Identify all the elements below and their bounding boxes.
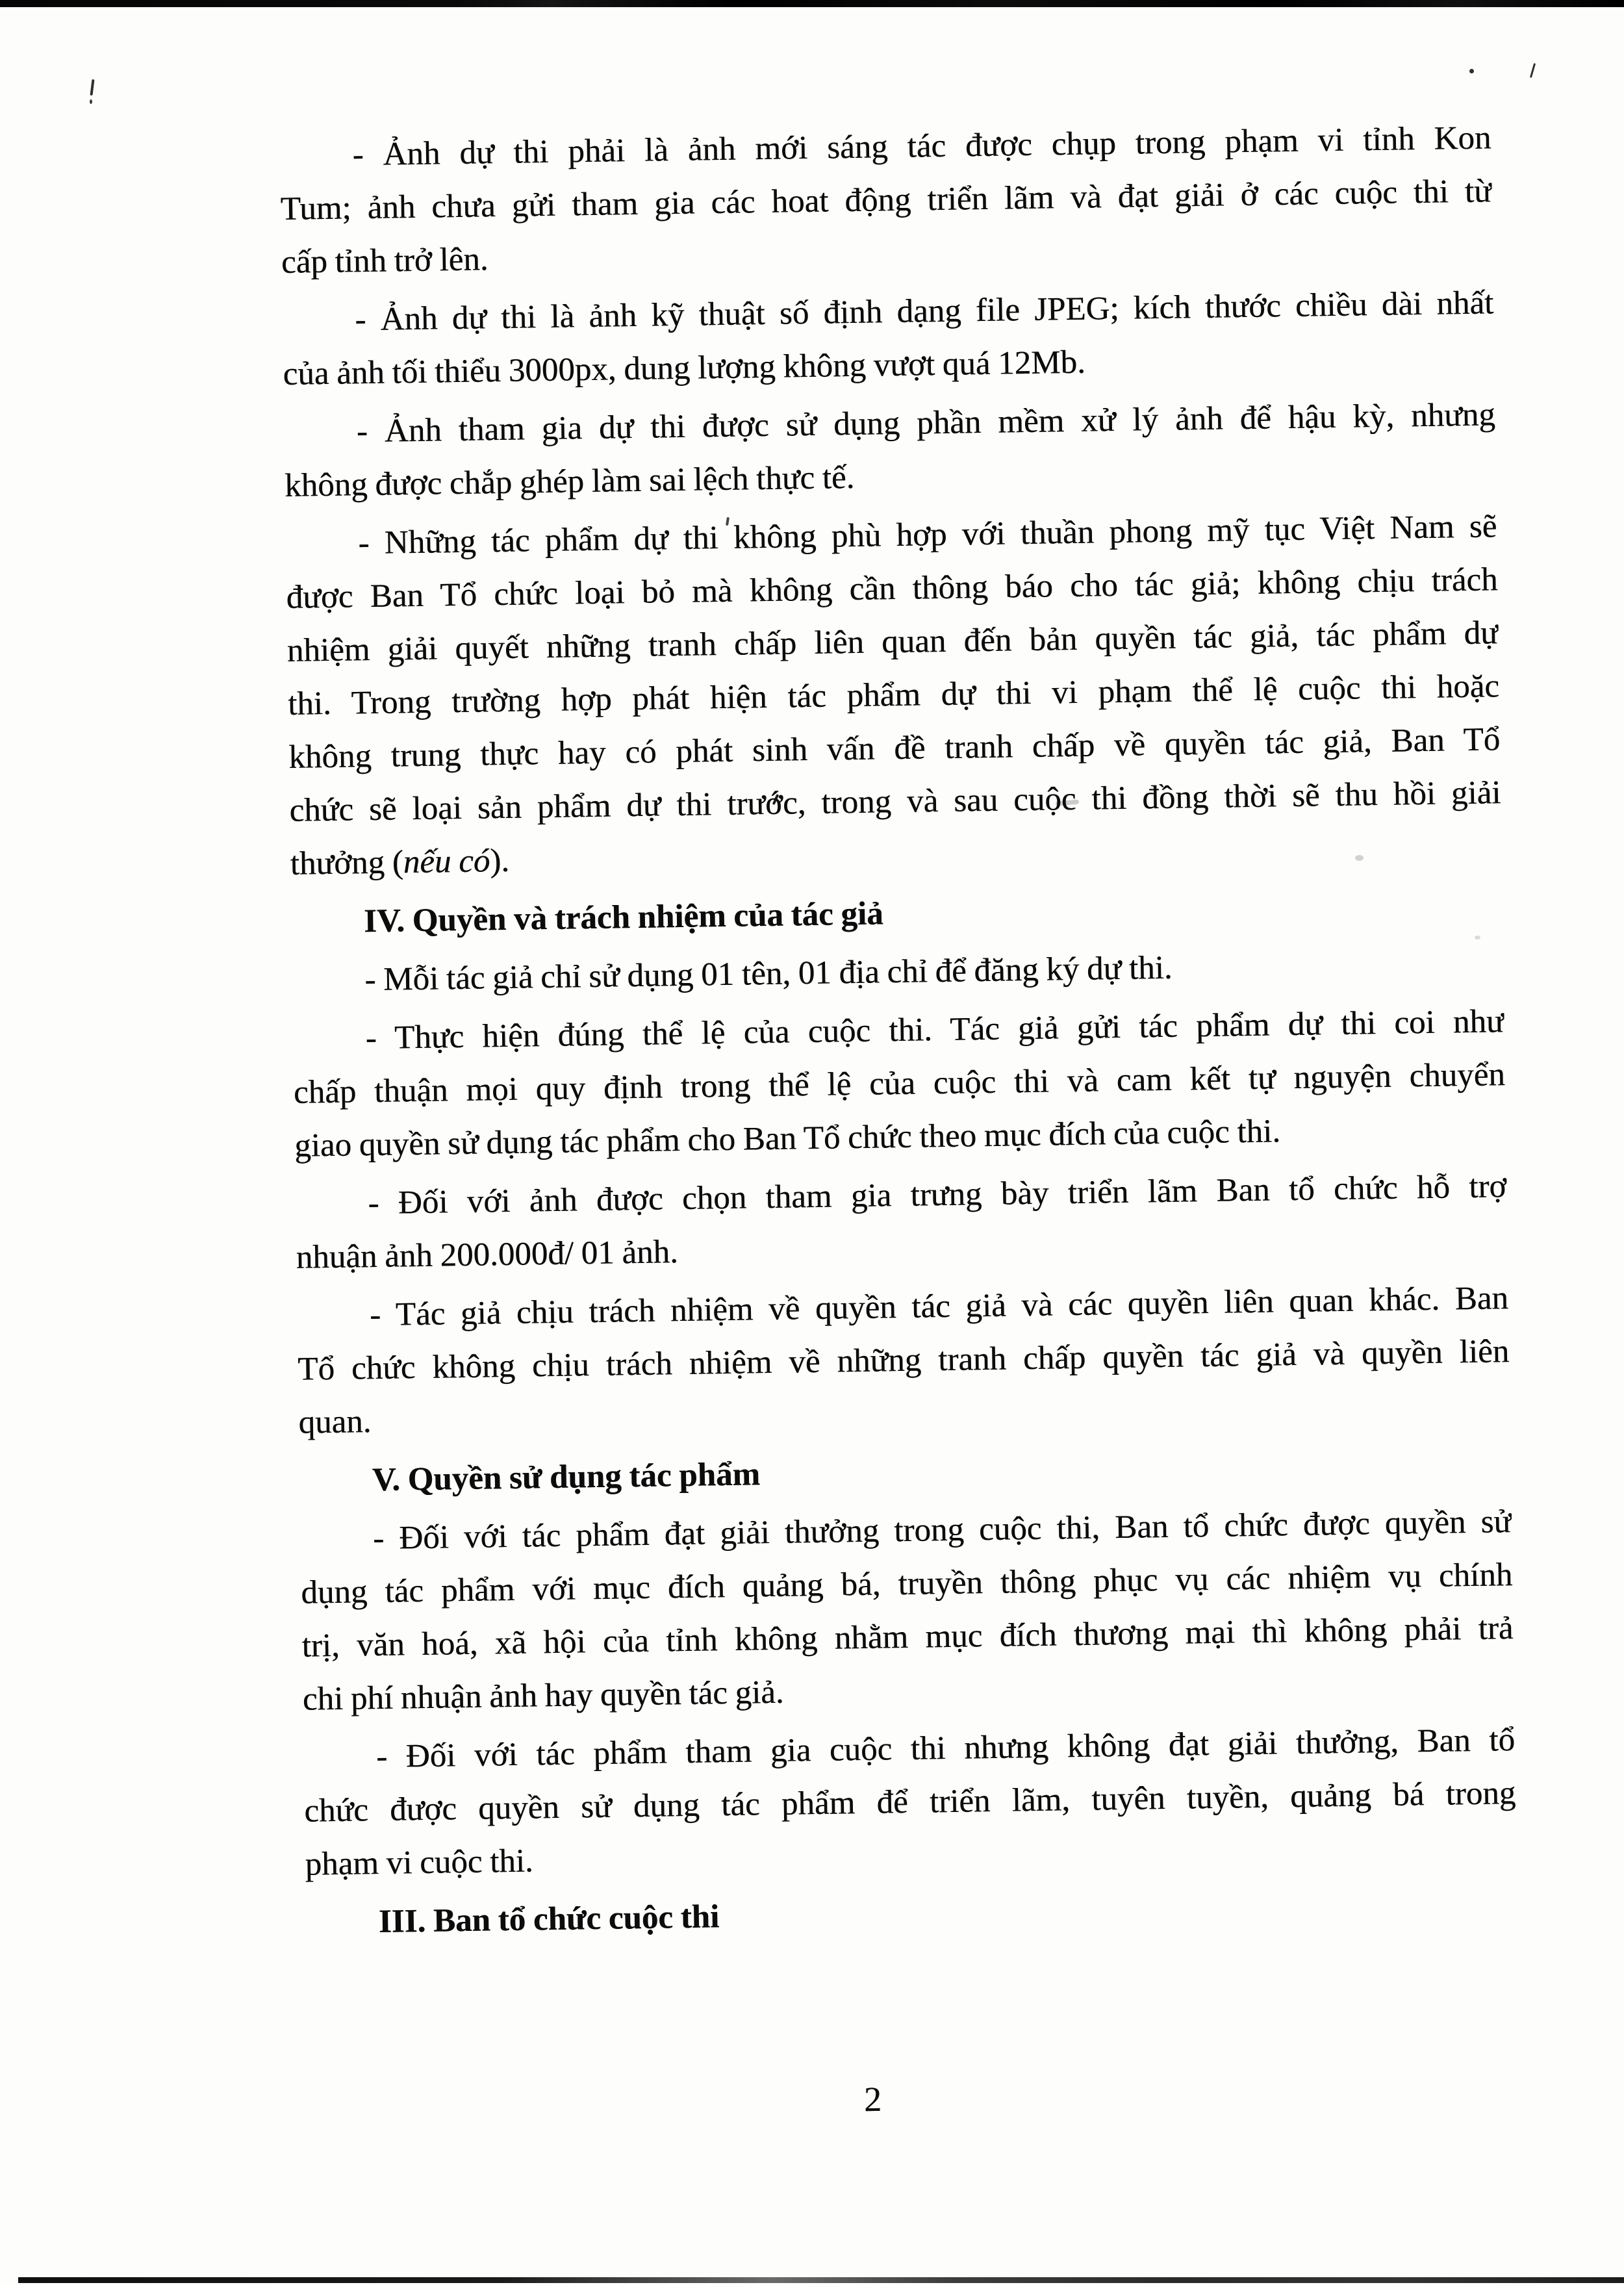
text-line: nhiệm giải quyết những tranh chấp liên quan đến bản quyền tác giả, tác phẩm dự [286,615,1499,669]
text-line: giao quyền sử dụng tác phẩm cho Ban Tổ chức theo mục đích của cuộc thi. [294,1113,1281,1164]
section-heading [305,1878,1517,1950]
text-line: - Tác giả chịu trách nhiệm về quyền tác giả và các quyền liên quan khác. Ban [369,1280,1509,1334]
scan-edge-bar-bottom [18,2277,1624,2283]
document-body [279,111,1517,1954]
paragraph [295,1160,1508,1284]
text-line: IV. Quyền và trách nhiệm của tác giả [363,895,883,940]
text-line: chức sẽ loại sản phẩm dự thi trước, trong và sau cuộc thi đồng thời sẽ thu hồi giải [289,774,1501,829]
scan-speck [90,99,92,104]
text-line: - Những tác phẩm dự thi không phù hợp với thuần phong mỹ tục Việt Nam sẽ [358,508,1497,562]
paragraph [279,111,1493,289]
text-line: trị, văn hoá, xã hội của tỉnh không nhằm mục đích thương mại thì không phải trả [301,1610,1514,1665]
text-line: không được chắp ghép làm sai lệch thực tế. [284,459,855,504]
text-line: phạm vi cuộc thi. [305,1843,534,1883]
text-line: - Ảnh dự thi phải là ảnh mới sáng tác được chụp trong phạm vi tỉnh Kon [352,120,1491,173]
text-line: nhuận ảnh 200.000đ/ 01 ảnh. [296,1234,679,1276]
text-line: cấp tỉnh trở lên. [281,241,488,281]
scan-speck [1469,69,1474,73]
text-line: - Đối với ảnh được chọn tham gia trưng bày triển lãm Ban tổ chức hỗ trợ [368,1168,1507,1222]
text-line: quan. [298,1403,372,1441]
text-line: không trung thực hay có phát sinh vấn đề tranh chấp về quyền tác giả, Ban Tổ [288,721,1501,776]
text-line: - Ảnh tham gia dự thi được sử dụng phần mềm xử lý ảnh để hậu kỳ, nhưng [356,396,1496,450]
paragraph [285,500,1502,891]
paragraph [300,1495,1515,1726]
text-line: chi phí nhuận ảnh hay quyền tác giả. [302,1674,784,1718]
text-line: - Đối với tác phẩm đạt giải thưởng trong cuộc thi, Ban tổ chức được quyền sử [372,1503,1512,1557]
text-line: III. Ban tổ chức cuộc thi [378,1898,720,1941]
text-line: - Mỗi tác giả chỉ sử dụng 01 tên, 01 địa chỉ để đăng ký dự thi. [364,949,1173,999]
scan-speck [90,79,94,96]
text-line: Tum; ảnh chưa gửi tham gia các hoat động triển lãm và đạt giải ở các cuộc thi từ [280,173,1493,227]
text-line: - Ảnh dự thi là ảnh kỹ thuật số định dạng file JPEG; kích thước chiều dài nhất [354,285,1494,338]
text-line: dụng tác phẩm với mục đích quảng bá, truyền thông phục vụ các nhiệm vụ chính [301,1557,1513,1611]
text-segment: nếu có [403,843,490,881]
text-segment: ). [489,842,510,880]
text-line: được Ban Tổ chức loại bỏ mà không cần thông báo cho tác giả; không chịu trách [286,561,1498,616]
text-line: - Thực hiện đúng thể lệ của cuộc thi. Tác giả gửi tác phẩm dự thi coi như [365,1003,1504,1057]
text-line: của ảnh tối thiểu 3000px, dung lượng không vượt quá 12Mb. [283,344,1086,392]
text-line: V. Quyền sử dụng tác phẩm [372,1456,761,1499]
text-segment: thưởng ( [290,844,404,882]
paragraph [283,388,1496,513]
scan-speck [1530,63,1536,78]
paragraph [303,1713,1517,1891]
page-number: 2 [863,2079,882,2119]
scan-edge-bar-top [0,0,1624,7]
text-line: - Đối với tác phẩm tham gia cuộc thi nhưng không đạt giải thưởng, Ban tổ [375,1722,1516,1776]
text-line: chức được quyền sử dụng tác phẩm để triển lãm, tuyên tuyền, quảng bá trong [303,1775,1516,1830]
text-line: thi. Trong trường hợp phát hiện tác phẩm dự thi vi phạm thể lệ cuộc thi hoặc [287,668,1500,722]
paragraph [296,1271,1510,1449]
paragraph [292,995,1506,1173]
text-line: Tổ chức không chịu trách nhiệm về những tranh chấp quyền tác giả và quyền liên [297,1333,1510,1388]
paragraph [282,276,1495,401]
text-line: chấp thuận mọi quy định trong thể lệ của cuộc thi và cam kết tự nguyện chuyển [293,1056,1506,1111]
